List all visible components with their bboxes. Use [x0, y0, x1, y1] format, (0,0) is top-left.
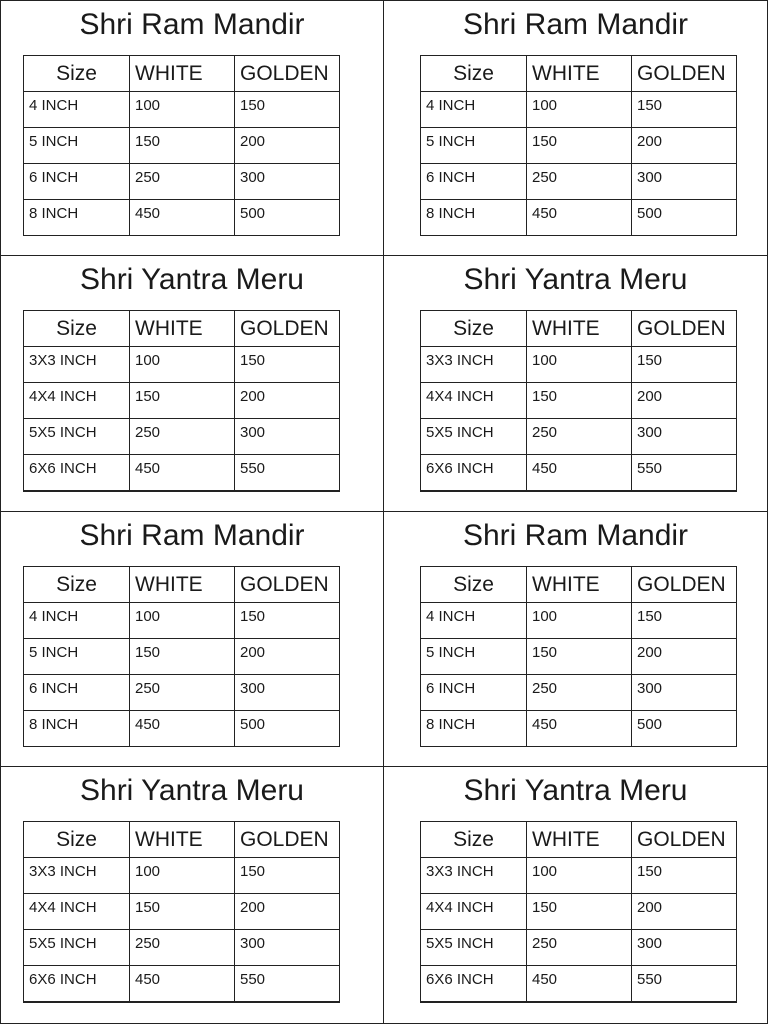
- table-header-row: [24, 56, 340, 92]
- size-cell: 6 INCH: [421, 675, 527, 711]
- price-table: [23, 310, 340, 492]
- white-price-cell: 100: [130, 603, 235, 639]
- golden-price-cell: 150: [632, 347, 737, 383]
- size-cell: 6X6 INCH: [24, 966, 130, 1002]
- column-header-white: WHITE: [130, 567, 235, 603]
- size-cell: 5 INCH: [421, 639, 527, 675]
- white-price-cell: 250: [527, 930, 632, 966]
- card-title: Shri Ram Mandir: [462, 8, 689, 41]
- column-header-golden: GOLDEN: [235, 56, 340, 92]
- price-table: [23, 566, 340, 747]
- size-cell: 4 INCH: [421, 92, 527, 128]
- table-header-row: [421, 822, 737, 858]
- column-header-size: Size: [24, 311, 130, 347]
- column-header-golden: GOLDEN: [235, 822, 340, 858]
- table-row: [24, 603, 340, 639]
- golden-price-cell: 150: [235, 347, 340, 383]
- size-cell: 4X4 INCH: [421, 894, 527, 930]
- table-row: [421, 711, 737, 747]
- price-card: [0, 512, 384, 767]
- column-header-golden: GOLDEN: [632, 822, 737, 858]
- white-price-cell: 450: [130, 711, 235, 747]
- size-cell: 4 INCH: [24, 603, 130, 639]
- golden-price-cell: 150: [632, 92, 737, 128]
- table-row: [24, 858, 340, 894]
- table-header-row: [24, 822, 340, 858]
- table-row: [421, 675, 737, 711]
- golden-price-cell: 200: [632, 894, 737, 930]
- white-price-cell: 100: [527, 347, 632, 383]
- column-header-white: WHITE: [527, 311, 632, 347]
- column-header-white: WHITE: [130, 56, 235, 92]
- price-table: [420, 55, 737, 236]
- price-table: [23, 55, 340, 236]
- table-row: [421, 603, 737, 639]
- golden-price-cell: 500: [235, 200, 340, 236]
- size-cell: 8 INCH: [24, 200, 130, 236]
- white-price-cell: 100: [527, 92, 632, 128]
- column-header-size: Size: [421, 822, 527, 858]
- white-price-cell: 100: [527, 603, 632, 639]
- size-cell: 6X6 INCH: [421, 455, 527, 491]
- table-row: [421, 894, 737, 930]
- white-price-cell: 250: [527, 419, 632, 455]
- column-header-white: WHITE: [130, 311, 235, 347]
- golden-price-cell: 500: [235, 711, 340, 747]
- size-cell: 4 INCH: [421, 603, 527, 639]
- golden-price-cell: 500: [632, 711, 737, 747]
- column-header-size: Size: [24, 822, 130, 858]
- column-header-white: WHITE: [527, 56, 632, 92]
- price-table: [420, 566, 737, 747]
- size-cell: 6 INCH: [24, 675, 130, 711]
- size-cell: 4X4 INCH: [24, 383, 130, 419]
- table-row: [421, 200, 737, 236]
- table-header-row: [24, 311, 340, 347]
- price-card: [0, 767, 384, 1024]
- price-table: [23, 821, 340, 1003]
- size-cell: 3X3 INCH: [24, 858, 130, 894]
- price-card: [384, 0, 768, 256]
- table-row: [24, 200, 340, 236]
- card-title: Shri Yantra Meru: [80, 263, 304, 296]
- table-row: [24, 639, 340, 675]
- white-price-cell: 250: [130, 930, 235, 966]
- size-cell: 5 INCH: [421, 128, 527, 164]
- column-header-golden: GOLDEN: [632, 311, 737, 347]
- size-cell: 6 INCH: [24, 164, 130, 200]
- white-price-cell: 150: [130, 894, 235, 930]
- golden-price-cell: 300: [632, 164, 737, 200]
- golden-price-cell: 200: [235, 894, 340, 930]
- golden-price-cell: 150: [235, 603, 340, 639]
- white-price-cell: 450: [130, 455, 235, 491]
- column-header-golden: GOLDEN: [235, 567, 340, 603]
- column-header-size: Size: [421, 56, 527, 92]
- golden-price-cell: 300: [235, 419, 340, 455]
- table-row: [421, 455, 737, 491]
- golden-price-cell: 150: [632, 603, 737, 639]
- white-price-cell: 100: [527, 858, 632, 894]
- table-row: [421, 92, 737, 128]
- card-title: Shri Ram Mandir: [79, 8, 305, 41]
- column-header-golden: GOLDEN: [632, 56, 737, 92]
- golden-price-cell: 300: [235, 675, 340, 711]
- white-price-cell: 100: [130, 858, 235, 894]
- white-price-cell: 450: [130, 966, 235, 1002]
- size-cell: 8 INCH: [24, 711, 130, 747]
- column-header-size: Size: [24, 56, 130, 92]
- table-row: [24, 455, 340, 491]
- table-row: [421, 930, 737, 966]
- golden-price-cell: 550: [632, 455, 737, 491]
- card-title: Shri Ram Mandir: [79, 519, 305, 552]
- table-header-row: [421, 311, 737, 347]
- column-header-size: Size: [421, 567, 527, 603]
- white-price-cell: 150: [527, 639, 632, 675]
- white-price-cell: 150: [527, 383, 632, 419]
- table-row: [24, 419, 340, 455]
- table-row: [421, 128, 737, 164]
- table-row: [421, 347, 737, 383]
- white-price-cell: 150: [130, 383, 235, 419]
- golden-price-cell: 550: [235, 966, 340, 1002]
- table-row: [24, 92, 340, 128]
- size-cell: 6X6 INCH: [421, 966, 527, 1002]
- size-cell: 4X4 INCH: [421, 383, 527, 419]
- size-cell: 3X3 INCH: [421, 858, 527, 894]
- price-card: [384, 256, 768, 512]
- white-price-cell: 450: [527, 966, 632, 1002]
- size-cell: 6X6 INCH: [24, 455, 130, 491]
- white-price-cell: 150: [527, 128, 632, 164]
- table-row: [24, 128, 340, 164]
- size-cell: 3X3 INCH: [421, 347, 527, 383]
- size-cell: 5X5 INCH: [421, 930, 527, 966]
- card-title: Shri Yantra Meru: [463, 774, 688, 807]
- golden-price-cell: 300: [235, 164, 340, 200]
- white-price-cell: 450: [130, 200, 235, 236]
- price-card: [0, 0, 384, 256]
- table-header-row: [421, 567, 737, 603]
- golden-price-cell: 500: [632, 200, 737, 236]
- column-header-white: WHITE: [527, 567, 632, 603]
- golden-price-cell: 150: [632, 858, 737, 894]
- golden-price-cell: 200: [235, 639, 340, 675]
- size-cell: 5 INCH: [24, 639, 130, 675]
- column-header-size: Size: [24, 567, 130, 603]
- size-cell: 5X5 INCH: [24, 419, 130, 455]
- table-row: [24, 966, 340, 1002]
- white-price-cell: 250: [130, 419, 235, 455]
- table-row: [24, 894, 340, 930]
- white-price-cell: 450: [527, 200, 632, 236]
- white-price-cell: 100: [130, 347, 235, 383]
- column-header-white: WHITE: [527, 822, 632, 858]
- price-card: [384, 767, 768, 1024]
- size-cell: 4X4 INCH: [24, 894, 130, 930]
- size-cell: 6 INCH: [421, 164, 527, 200]
- size-cell: 5X5 INCH: [24, 930, 130, 966]
- white-price-cell: 150: [130, 639, 235, 675]
- golden-price-cell: 150: [235, 858, 340, 894]
- table-row: [421, 966, 737, 1002]
- table-row: [421, 639, 737, 675]
- golden-price-cell: 550: [235, 455, 340, 491]
- table-row: [421, 858, 737, 894]
- golden-price-cell: 200: [632, 383, 737, 419]
- white-price-cell: 250: [527, 164, 632, 200]
- white-price-cell: 100: [130, 92, 235, 128]
- table-header-row: [421, 56, 737, 92]
- table-row: [421, 164, 737, 200]
- white-price-cell: 250: [527, 675, 632, 711]
- card-title: Shri Yantra Meru: [80, 774, 304, 807]
- golden-price-cell: 300: [632, 419, 737, 455]
- table-row: [421, 419, 737, 455]
- golden-price-cell: 200: [632, 128, 737, 164]
- golden-price-cell: 200: [235, 383, 340, 419]
- golden-price-cell: 200: [632, 639, 737, 675]
- golden-price-cell: 200: [235, 128, 340, 164]
- white-price-cell: 450: [527, 711, 632, 747]
- column-header-white: WHITE: [130, 822, 235, 858]
- table-row: [24, 930, 340, 966]
- size-cell: 8 INCH: [421, 200, 527, 236]
- golden-price-cell: 550: [632, 966, 737, 1002]
- table-header-row: [24, 567, 340, 603]
- table-row: [24, 675, 340, 711]
- table-row: [24, 711, 340, 747]
- card-title: Shri Ram Mandir: [462, 519, 689, 552]
- golden-price-cell: 300: [632, 675, 737, 711]
- table-row: [421, 383, 737, 419]
- golden-price-cell: 300: [235, 930, 340, 966]
- golden-price-cell: 300: [632, 930, 737, 966]
- white-price-cell: 250: [130, 675, 235, 711]
- column-header-size: Size: [421, 311, 527, 347]
- white-price-cell: 150: [527, 894, 632, 930]
- price-card: [384, 512, 768, 767]
- price-table: [420, 821, 737, 1003]
- table-row: [24, 164, 340, 200]
- golden-price-cell: 150: [235, 92, 340, 128]
- column-header-golden: GOLDEN: [235, 311, 340, 347]
- white-price-cell: 450: [527, 455, 632, 491]
- price-card: [0, 256, 384, 512]
- column-header-golden: GOLDEN: [632, 567, 737, 603]
- white-price-cell: 150: [130, 128, 235, 164]
- card-title: Shri Yantra Meru: [463, 263, 688, 296]
- table-row: [24, 347, 340, 383]
- size-cell: 5 INCH: [24, 128, 130, 164]
- size-cell: 5X5 INCH: [421, 419, 527, 455]
- price-table: [420, 310, 737, 492]
- size-cell: 4 INCH: [24, 92, 130, 128]
- size-cell: 8 INCH: [421, 711, 527, 747]
- table-row: [24, 383, 340, 419]
- size-cell: 3X3 INCH: [24, 347, 130, 383]
- white-price-cell: 250: [130, 164, 235, 200]
